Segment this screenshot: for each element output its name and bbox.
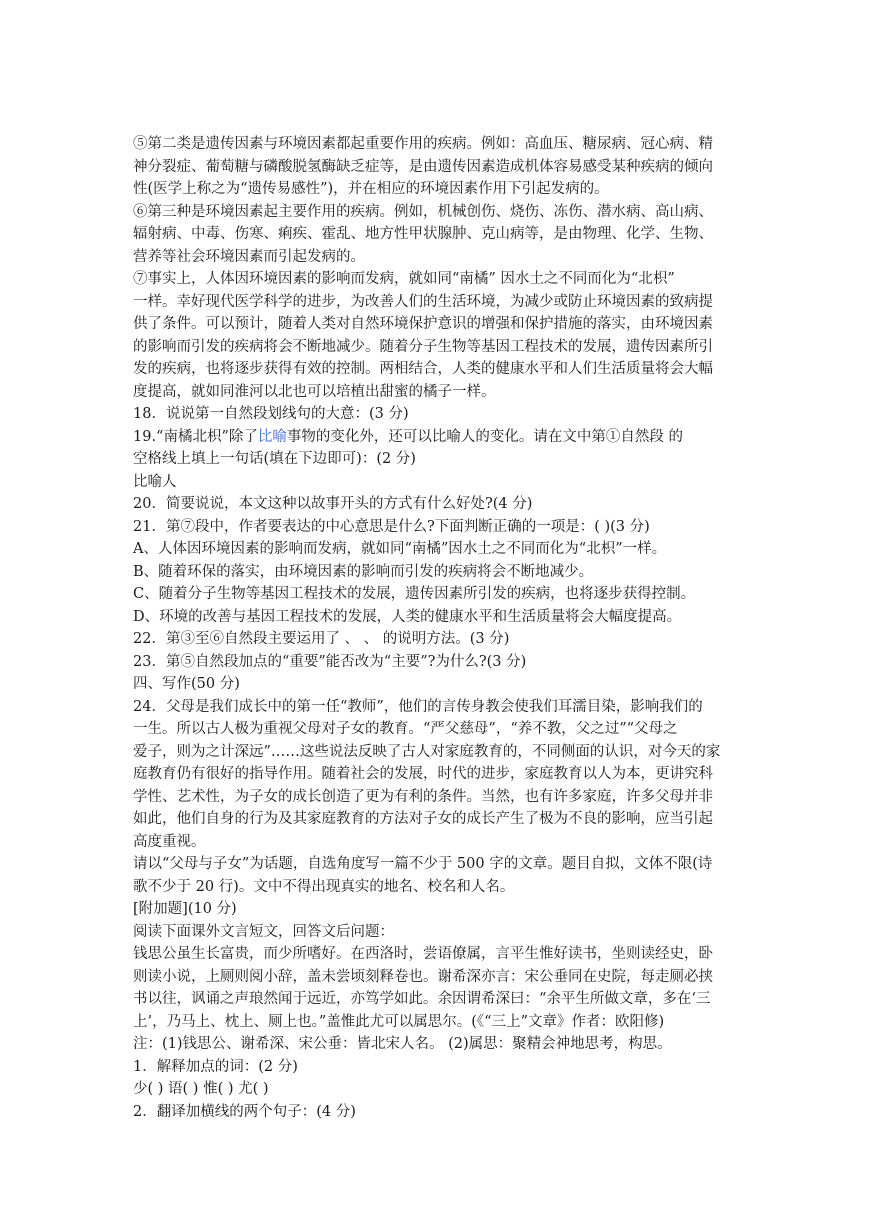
text-line: 钱思公虽生长富贵，而少所嗜好。在西洛时，尝语僚属，言平生惟好读书，坐则读经史，卧	[133, 946, 713, 962]
bonus-question-1: 1．解释加点的词：(2 分)	[133, 1058, 298, 1075]
text-line: 营养等社会环境因素而引起发病的。	[133, 248, 365, 265]
text-line: 性(医学上称之为“遗传易感性”)，并在相应的环境因素作用下引起发病的。	[133, 181, 609, 197]
question-19-text-a: 19.“南橘北枳”除了	[133, 428, 258, 445]
option-d: D、环境的改善与基因工程技术的发展，人类的健康水平和生活质量将会大幅度提高。	[133, 608, 682, 625]
text-line: 一生。所以古人极为重视父母对子女的教育。“严父慈母”，“养不教，父之过”“父母之	[133, 721, 678, 737]
text-line: ⑥第三种是环境因素起主要作用的疾病。例如，机械创伤、烧伤、冻伤、潜水病、高山病、	[133, 203, 713, 220]
question-23: 23．第⑤自然段加点的“重要”能否改为“主要”?为什么?(3 分)	[133, 653, 527, 670]
text-line: ⑦事实上，人体因环境因素的影响而发病，就如同“南橘” 因水土之不同而化为“北枳”	[133, 271, 675, 287]
text-line: ⑤第二类是遗传因素与环境因素都起重要作用的疾病。例如：高血压、糖尿病、冠心病、精	[133, 136, 713, 152]
question-19	[133, 426, 741, 449]
answer-blank-label: 比喻人	[133, 473, 177, 490]
text-line: 请以“父母与子女”为话题，自选角度写一篇不少于 500 字的文章。题目自拟，文体不限(诗	[133, 856, 713, 872]
text-line: 歌不少于 20 行)。文中不得出现真实的地名、校名和人名。	[133, 878, 515, 895]
passage-notes: 注：(1)钱思公、谢希深、宋公垂：皆北宋人名。 (2)属思：聚精会神地思考，构思。	[133, 1036, 672, 1052]
text-line: 发的疾病，也将逐步获得有效的控制。两相结合，人类的健康水平和人们生活质量将会大幅	[133, 361, 713, 377]
text-line: 上’，乃马上、枕上、厕上也。”盖惟此尤可以属思尔。(《“三上”文章》作者：欧阳修)	[133, 1013, 665, 1030]
document-page	[133, 133, 741, 1123]
text-line: 爱子，则为之计深远”……这些说法反映了古人对家庭教育的，不同侧面的认识，对今天的家	[133, 743, 721, 760]
text-line: 神分裂症、葡萄糖与磷酸脱氢酶缺乏症等，是由遗传因素造成机体容易感受某种疾病的倾向	[133, 158, 713, 175]
text-line: 高度重视。	[133, 833, 206, 850]
text-line: 供了条件。可以预计，随着人类对自然环境保护意识的增强和保护措施的落实，由环境因素	[133, 316, 713, 332]
question-20: 20．简要说说，本文这种以故事开头的方式有什么好处?(4 分)	[133, 496, 533, 512]
writing-instructions	[133, 853, 741, 898]
question-19-cont: 空格线上填上一句话(填在下边即可)：(2 分)	[133, 451, 416, 467]
bonus-question-2: 2．翻译加横线的两个句子：(4 分)	[133, 1103, 356, 1120]
text-line: 辐射病、中毒、伤寒、痢疾、霍乱、地方性甲状腺肿、克山病等，是由物理、化学、生物、	[133, 226, 713, 242]
text-line: 的影响而引发的疾病将会不断地减少。随着分子生物等基因工程技术的发展，遗传因素所引	[133, 338, 713, 355]
question-19-text-b: 事物的变化外，还可以比喻人的变化。请在文中第①自然段 的	[286, 428, 683, 445]
text-line: 书以往，讽诵之声琅然闻于远近，亦笃学如此。余因谓希深曰：“余平生所做文章，多在‘三	[133, 991, 711, 1007]
text-line: 度提高，就如同淮河以北也可以培植出甜蜜的橘子一样。	[133, 383, 496, 400]
option-a: A、人体因环境因素的影响而发病，就如同“南橘”因水土之不同而化为“北枳”一样。	[133, 541, 667, 557]
paragraph-7	[133, 268, 741, 403]
text-line: 庭教育仍有很好的指导作用。随着社会的发展，时代的进步，家庭教育以人为本，更讲究科	[133, 766, 713, 782]
text-line: 如此，他们自身的行为及其家庭教育的方法对子女的成长产生了极为不良的影响，应当引起	[133, 811, 713, 827]
question-18: 18．说说第一自然段划线句的大意：(3 分)	[133, 406, 409, 422]
paragraph-5	[133, 133, 741, 201]
classical-passage	[133, 943, 741, 1033]
text-line: 学性、艺术性，为子女的成长创造了更为有利的条件。当然，也有许多家庭，许多父母并非	[133, 788, 713, 805]
bonus-instructions: 阅读下面课外文言短文，回答文后问题：	[133, 923, 394, 940]
option-b: B、随着环保的落实，由环境因素的影响而引发的疾病将会不断地减少。	[133, 563, 594, 580]
option-c: C、随着分子生物等基因工程技术的发展，遗传因素所引发的疾病，也将逐步获得控制。	[133, 586, 696, 602]
text-line: 则读小说，上厕则阅小辞，盖未尝顷刻释卷也。谢希深亦言：宋公垂同在史院，每走厕必挟	[133, 968, 713, 985]
paragraph-6	[133, 201, 741, 269]
section-heading-writing: 四、写作(50 分)	[133, 676, 240, 692]
text-line: 一样。幸好现代医学科学的进步，为改善人们的生活环境，为减少或防止环境因素的致病提	[133, 293, 713, 310]
bonus-question-1-blanks: 少( ) 语( ) 惟( ) 尤( )	[133, 1081, 269, 1097]
question-24	[133, 696, 741, 854]
question-21: 21．第⑦段中，作者要表达的中心意思是什么?下面判断正确的一项是：( )(3 分)	[133, 518, 650, 535]
text-line: 24．父母是我们成长中的第一任“教师”，他们的言传身教会使我们耳濡目染，影响我们的	[133, 698, 703, 715]
question-22: 22．第③至⑥自然段主要运用了 、 、 的说明方法。(3 分)	[133, 631, 510, 647]
bonus-heading: [附加题](10 分)	[133, 901, 237, 917]
metaphor-link[interactable]: 比喻	[257, 428, 287, 445]
